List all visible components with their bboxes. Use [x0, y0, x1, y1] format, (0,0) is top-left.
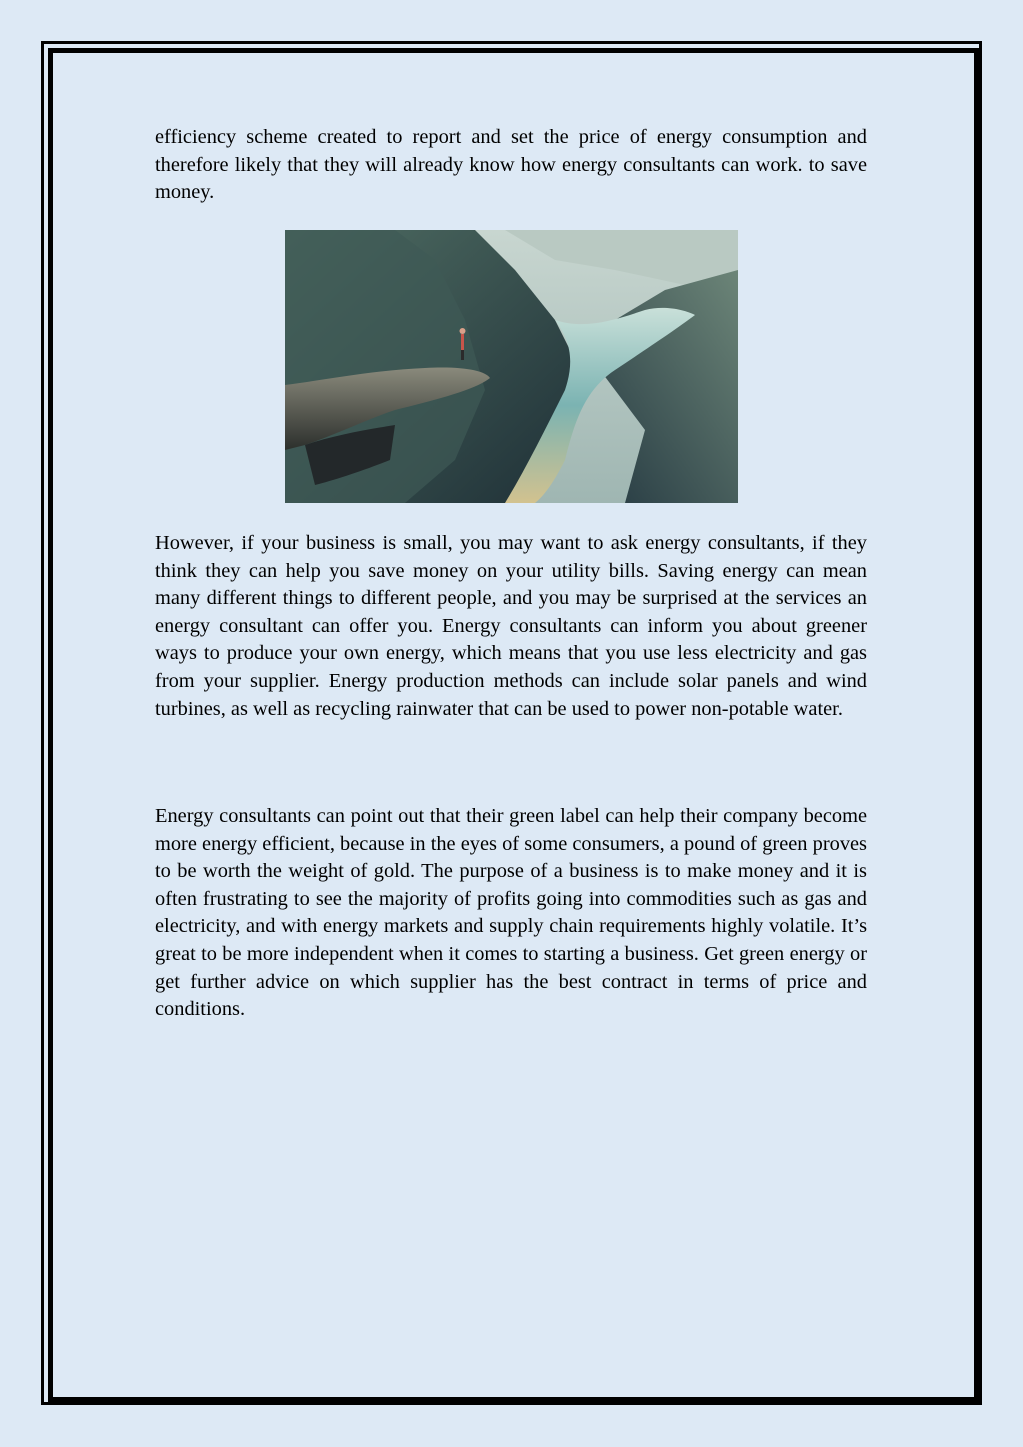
paragraph-1: efficiency scheme created to report and set the price of energy consumption and therefore likely that they will already know how energy consultants can work. to save money. [155, 126, 867, 204]
fjord-photo [285, 230, 738, 503]
paragraph-3: Energy consultants can point out that their green label can help their company become more energy efficient, because in the eyes of some consumers, a pound of green proves to be worth the weight of gold. The purpose of a business is to make money and it is often frustrating to see the majority of profits going into commodities such as gas and electricity, and with energy markets and supply chain requirements highly volatile. It’s great to be more independent when it comes to starting a business. Get green energy or get further advice on which supplier has the best contract in terms of price and conditions. [155, 805, 867, 1021]
mountain-fjord-photo-icon [285, 230, 738, 503]
document-body [155, 124, 867, 207]
paragraph-2: However, if your business is small, you may want to ask energy consultants, if they think they can help you save money on your utility bills. Saving energy can mean many different things to different people, and you may be surprised at the services an energy consultant can offer you. Energy consultants can inform you about greener ways to produce your own energy, which means that you use less electricity and gas from your supplier. Energy production methods can include solar panels and wind turbines, as well as recycling rainwater that can be used to power non-potable water. [155, 532, 867, 720]
